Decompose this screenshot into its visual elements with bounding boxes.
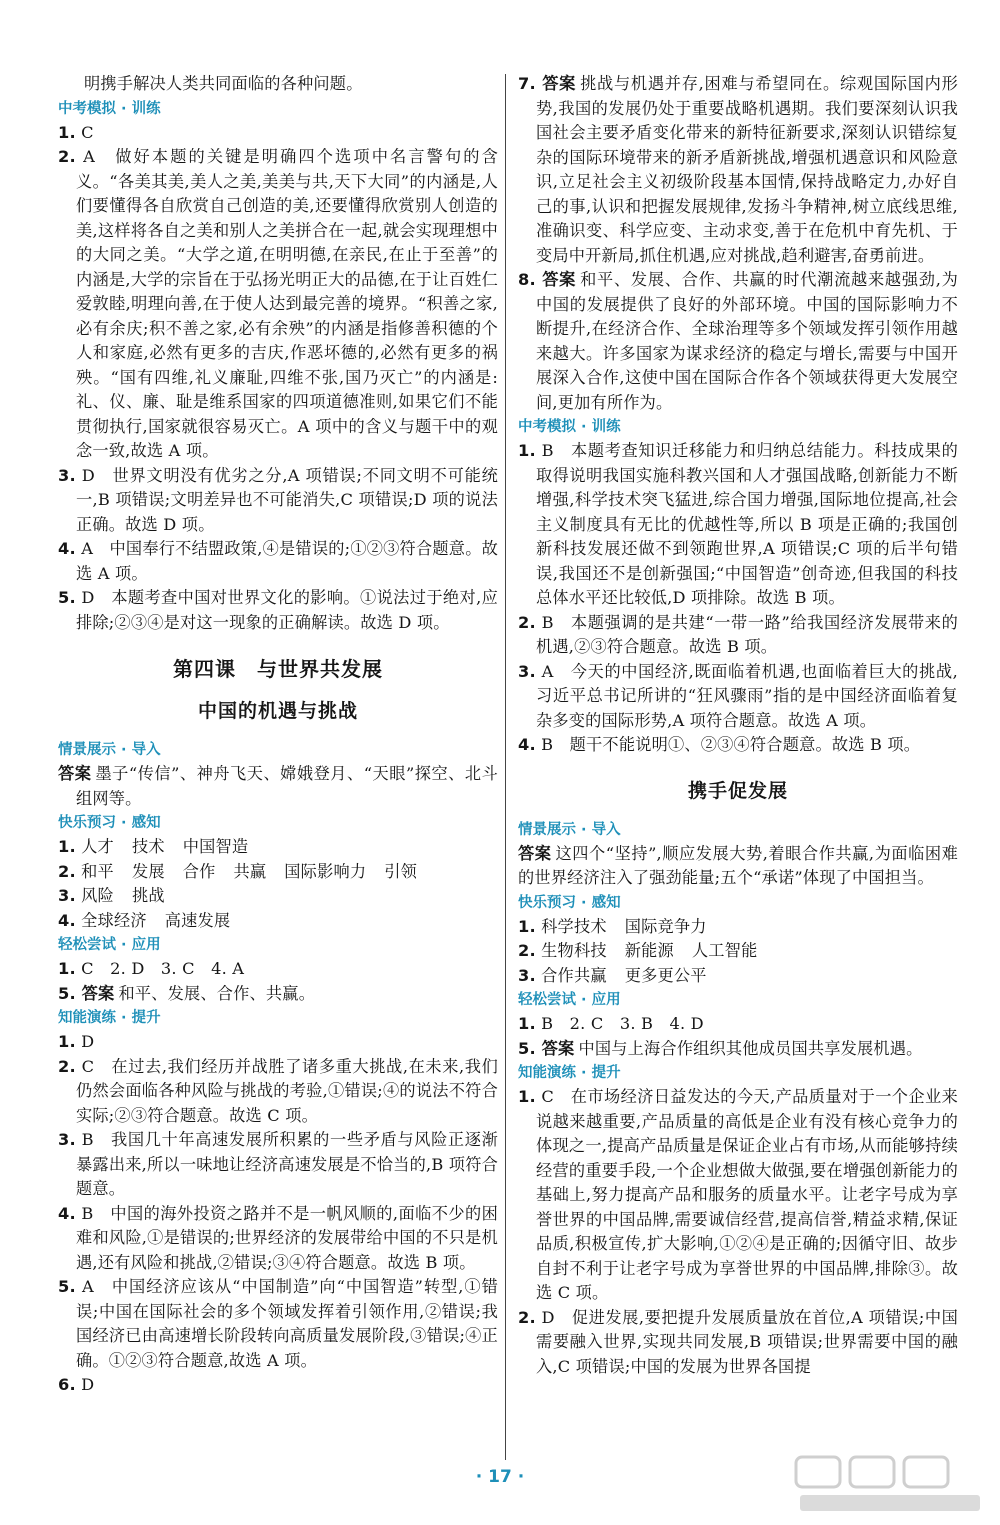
answer-item: 6. D <box>58 1375 95 1394</box>
item-number: 1. <box>518 1014 536 1033</box>
answer-item: 3. B 我国几十年高速发展所积累的一些矛盾与风险正逐渐暴露出来,所以一味地让经济高速发展是不恰当的,B 项符合题意。 <box>58 1130 498 1198</box>
item-number: 1. <box>58 959 76 978</box>
item-number: 4. <box>58 1203 76 1223</box>
section-heading-practice: 轻松尝试 · 应用 <box>518 992 621 1008</box>
answer-text: 墨子“传信”、神舟飞天、嫦娥登月、“天眼”探空、北斗组网等。 <box>76 764 498 808</box>
answer-item: 答案 这四个“坚持”,顺应发展大势,着眼合作共赢,为面临困难的世界经济注入了强劲能量;五个“承诺”体现了中国担当。 <box>518 843 958 887</box>
answer-item: 5. 答案 中国与上海合作组织其他成员国共享发展机遇。 <box>518 1038 923 1058</box>
section-heading-preview: 快乐预习 · 感知 <box>58 815 161 831</box>
answer-item: 5. A 中国经济应该从“中国制造”向“中国智造”转型,①错误;中国在国际社会的多个领域发挥着引领作用,②错误;我国经济已由高速增长阶段转向高质量发展阶段,③错误;④正确。①②③符合题意,故选 A 项。 <box>58 1277 498 1370</box>
paragraph-continuation: 明携手解决人类共同面临的各种问题。 <box>84 74 363 93</box>
lesson-title: 第四课 与世界共发展 <box>173 657 383 681</box>
answer-label: 7. 答案 <box>518 74 577 93</box>
answer-item: 1. B 本题考查知识迁移能力和归纳总结能力。科技成果的取得说明我国实施科教兴国和人才强国战略,创新能力不断增强,科学技术突飞猛进,综合国力增强,国际地位提高,社会主义制度具有无比的优越性等,所以 B 项是正确的;我国创新科技发展还做不到领跑世界,A 项错误;C 项的后半句错误,我国还不是创新强国;“中国智造”创奇迹,但我国的科技总体水平还比较低,D 项排除。故选 B 项。 <box>518 441 958 607</box>
fill-blank-row: 3. 风险 挑战 <box>58 886 165 905</box>
item-number: 1. <box>58 122 76 142</box>
answer-label: 答案 <box>518 843 552 863</box>
answer-item: 4. A 中国奉行不结盟政策,④是错误的;①②③符合题意。故选 A 项。 <box>58 539 498 583</box>
answer-label: 8. 答案 <box>518 270 577 289</box>
answer-label: 5. 答案 <box>58 983 115 1003</box>
answer-item: 8. 答案 和平、发展、合作、共赢的时代潮流越来越强劲,为中国的发展提供了良好的外部环境。中国的国际影响力不断提升,在经济合作、全球治理等多个领域发挥引领作用越来越大。许多国家为谋求经济的稳定与增长,需要与中国开展深入合作,这使中国在国际合作各个领域获得更大发展空间,更加有所作为。 <box>518 270 958 412</box>
answer-item: 2. D 促进发展,要把提升发展质量放在首位,A 项错误;中国需要融入世界,实现共同发展,B 项错误;世界需要中国的融入,C 项错误;中国的发展为世界各国提 <box>518 1307 958 1376</box>
section-heading-scenario: 情景展示 · 导入 <box>518 821 621 838</box>
answer-item: 7. 答案 挑战与机遇并存,困难与希望同在。综观国际国内形势,我国的发展仍处于重要战略机遇期。我们要深刻认识我国社会主要矛盾变化带来的新特征新要求,深刻认识错综复杂的国际环境带来的新矛盾新挑战,增强机遇意识和风险意识,立足社会主义初级阶段基本国情,保持战略定力,办好自己的事,认识和把握发展规律,发扬斗争精神,树立底线思维,准确识变、科学应变、主动求变,善于在危机中育先机、于变局中开新局,抓住机遇,应对挑战,趋利避害,奋勇前进。 <box>518 74 958 265</box>
left-column <box>58 72 498 1398</box>
section-heading-scenario: 情景展示 · 导入 <box>58 742 161 758</box>
answer-item: 4. B 中国的海外投资之路并不是一帆风顺的,面临不少的困难和风险,①是错误的;世界经济的发展带给中国的不只是机遇,还有风险和挑战,②错误;③④符合题意。故选 B 项。 <box>58 1203 498 1272</box>
item-number: 3. <box>518 661 536 681</box>
answer-item: 2. B 本题强调的是共建“一带一路”给我国经济发展带来的机遇,②③符合题意。故选 B 项。 <box>518 612 958 656</box>
answer-label: 5. 答案 <box>518 1038 575 1058</box>
fill-blank-row: 1. 人才 技术 中国智造 <box>58 837 249 856</box>
item-number: 2. <box>58 147 76 166</box>
fill-blank-row: 3. 合作共赢 更多更公平 <box>518 965 707 985</box>
item-number: 6. <box>58 1375 76 1394</box>
page-number: · 17 · <box>475 1467 525 1487</box>
item-number: 5. <box>58 1277 76 1296</box>
fill-blank-row: 2. 和平 发展 合作 共赢 国际影响力 引领 <box>58 861 418 881</box>
item-number: 1. <box>58 1032 76 1051</box>
topic-title: 携手促发展 <box>687 779 788 802</box>
item-number: 3. <box>58 465 76 485</box>
section-heading-mock-exam: 中考模拟 · 训练 <box>58 100 161 117</box>
section-heading-drill: 知能演练 · 提升 <box>58 1010 161 1026</box>
column-divider <box>505 74 506 1460</box>
answer-item: 1. C 在市场经济日益发达的今天,产品质量对于一个企业来说越来越重要,产品质量的高低是企业有没有核心竞争力的体现之一,提高产品质量是保证企业占有市场,从而能够持续经营的重要手段,一个企业想做大做强,要在增强创新能力的基础上,努力提高产品和服务的质量水平。让老字号成为享誉世界的中国品牌,需要诚信经营,提高信誉,精益求精,保证品质,积极宣传,扩大影响,①②④是正确的;因循守旧、故步自封不利于让老字号成为享誉世界的中国品牌,排除③。故选 C 项。 <box>518 1087 958 1302</box>
section-heading-drill: 知能演练 · 提升 <box>518 1065 621 1081</box>
fill-blank-row: 2. 生物科技 新能源 人工智能 <box>518 941 758 960</box>
answer-item: 1. C 2. D 3. C 4. A <box>58 959 245 978</box>
answer-item: 3. A 今天的中国经济,既面临着机遇,也面临着巨大的挑战,习近平总书记所讲的“狂风骤雨”指的是中国经济面临着复杂多变的国际形势,A 项符合题意。故选 A 项。 <box>518 661 958 730</box>
answer-item: 1. D <box>58 1032 95 1051</box>
section-heading-mock-exam: 中考模拟 · 训练 <box>518 419 621 435</box>
item-number: 2. <box>518 1307 536 1327</box>
answer-item: 4. B 题干不能说明①、②③④符合题意。故选 B 项。 <box>518 735 921 754</box>
item-number: 3. <box>58 1130 76 1149</box>
answer-item <box>58 762 498 811</box>
item-number: 5. <box>58 588 76 607</box>
section-heading-practice: 轻松尝试 · 应用 <box>58 937 161 953</box>
answer-item: 5. D 本题考查中国对世界文化的影响。①说法过于绝对,应排除;②③④是对这一现象的正确解读。故选 D 项。 <box>58 588 498 632</box>
watermark-logo-icon <box>790 1449 990 1519</box>
item-number: 1. <box>518 1087 536 1106</box>
item-number: 4. <box>58 539 76 558</box>
answer-item: 2. A 做好本题的关键是明确四个选项中名言警句的含义。“各美其美,美人之美,美美与共,天下大同”的内涵是,人们要懂得各自欣赏自己创造的美,还要懂得欣赏别人创造的美,这样将各自之美和别人之美拼合在一起,就会实现理想中的大同之美。“大学之道,在明明德,在亲民,在止于至善”的内涵是,大学的宗旨在于弘扬光明正大的品德,在于让百姓仁爱敦睦,明理向善,在于使人达到最完善的境界。“积善之家,必有余庆;积不善之家,必有余殃”的内涵是指修善积德的个人和家庭,必然有更多的吉庆,作恶坏德的,必然有更多的祸殃。“国有四维,礼义廉耻,四维不张,国乃灭亡”的内涵是:礼、仪、廉、耻是维系国家的四项道德准则,如果它们不能贯彻执行,国家就很容易灭亡。A 项中的含义与题干中的观念一致,故选 A 项。 <box>58 147 498 460</box>
fill-blank-row: 4. 全球经济 高速发展 <box>58 910 231 930</box>
topic-title: 中国的机遇与挑战 <box>197 700 358 722</box>
item-number: 2. <box>518 612 536 632</box>
right-column <box>518 72 958 1379</box>
answer-item: 2. C 在过去,我们经历并战胜了诸多重大挑战,在未来,我们仍然会面临各种风险与挑战的考验,①错误;④的说法不符合实际;②③符合题意。故选 C 项。 <box>58 1056 498 1125</box>
answer-item: 3. D 世界文明没有优劣之分,A 项错误;不同文明不可能统一,B 项错误;文明差异也不可能消失,C 项错误;D 项的说法正确。故选 D 项。 <box>58 465 498 534</box>
item-number: 4. <box>518 735 536 754</box>
section-heading-preview: 快乐预习 · 感知 <box>518 894 621 911</box>
fill-blank-row: 1. 科学技术 国际竞争力 <box>518 916 707 936</box>
answer-item: 1. C <box>58 122 94 142</box>
answer-label: 答案 <box>58 764 92 783</box>
answer-item: 5. 答案 和平、发展、合作、共赢。 <box>58 983 316 1003</box>
answer-item: 1. B 2. C 3. B 4. D <box>518 1014 704 1033</box>
item-number: 2. <box>58 1056 76 1076</box>
item-number: 1. <box>518 441 536 460</box>
